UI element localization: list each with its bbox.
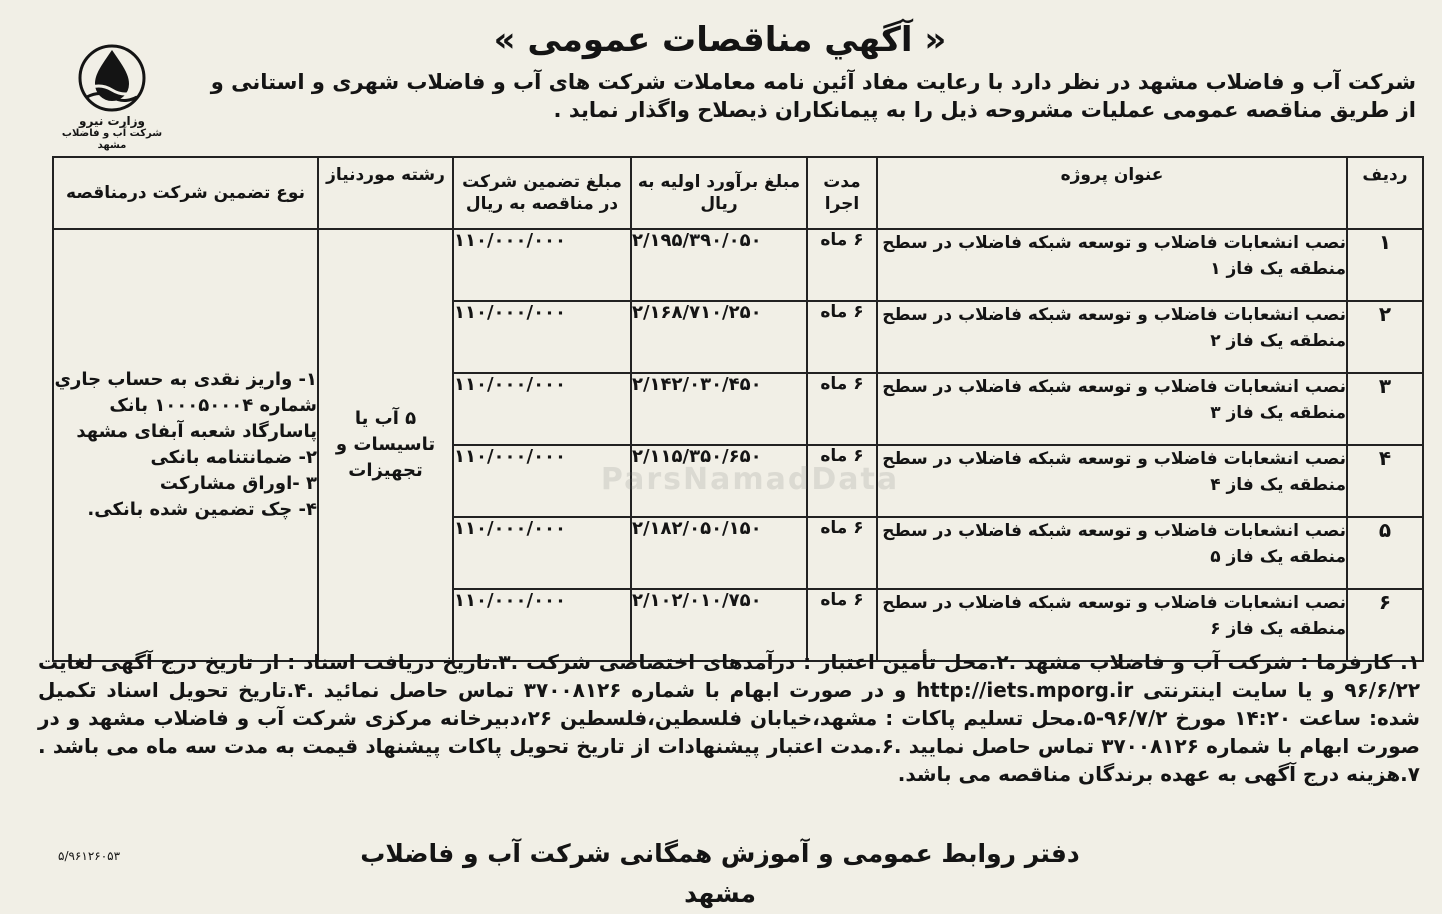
- project-duration: ۶ ماه: [807, 589, 877, 661]
- row-number: ۳: [1347, 373, 1423, 445]
- guarantee-type-item: ۴- چک تضمین شده بانکی.: [87, 499, 317, 520]
- company-logo: [52, 40, 172, 152]
- logo-ministry-text: وزارت نیرو: [79, 114, 145, 128]
- conditions-paragraph: [38, 648, 1420, 788]
- logo-company-text: شرکت آب و فاضلاب مشهد: [61, 128, 163, 151]
- guarantee-types: [53, 229, 318, 661]
- project-title: نصب انشعابات فاضلاب و توسعه شبکه فاضلاب در سطح منطقه یک فاز ۱: [877, 229, 1347, 301]
- project-estimate-value: ۲/۱۹۵/۳۹۰/۰۵۰: [632, 230, 762, 251]
- header-row-number: ردیف: [1347, 157, 1423, 229]
- table-header-row: [53, 157, 1423, 229]
- project-duration: ۶ ماه: [807, 301, 877, 373]
- project-guarantee: [453, 301, 631, 373]
- required-field: ۵ آب یا تاسیسات و تجهیزات: [318, 229, 453, 661]
- project-estimate: [631, 373, 807, 445]
- guarantee-type-item: ۲- ضمانتنامه بانکی: [150, 447, 317, 468]
- signature: دفتر روابط عمومی و آموزش همگانی شرکت آب و فاضلاب مشهد: [360, 839, 1080, 908]
- project-guarantee-value: ۱۱۰/۰۰۰/۰۰۰: [454, 590, 567, 611]
- intro-line-2: از طریق مناقصه عمومی عملیات مشروحه ذیل را به پیمانکاران ذیصلاح واگذار نماید .: [553, 98, 1416, 122]
- project-estimate-value: ۲/۱۱۵/۳۵۰/۶۵۰: [632, 446, 762, 467]
- intro-paragraph: [176, 68, 1416, 124]
- project-guarantee: [453, 373, 631, 445]
- table-row: [53, 229, 1423, 301]
- project-guarantee-value: ۱۱۰/۰۰۰/۰۰۰: [454, 302, 567, 323]
- row-number: ۴: [1347, 445, 1423, 517]
- project-duration: ۶ ماه: [807, 445, 877, 517]
- project-guarantee-value: ۱۱۰/۰۰۰/۰۰۰: [454, 230, 567, 251]
- project-estimate-value: ۲/۱۴۲/۰۳۰/۴۵۰: [632, 374, 762, 395]
- project-title: نصب انشعابات فاضلاب و توسعه شبکه فاضلاب در سطح منطقه یک فاز ۴: [877, 445, 1347, 517]
- header-guarantee-amount: مبلغ تضمین شرکت در مناقصه به ریال: [453, 157, 631, 229]
- project-guarantee-value: ۱۱۰/۰۰۰/۰۰۰: [454, 518, 567, 539]
- project-estimate-value: ۲/۱۰۲/۰۱۰/۷۵۰: [632, 590, 762, 611]
- project-estimate: [631, 517, 807, 589]
- header-duration: مدت اجرا: [807, 157, 877, 229]
- project-guarantee: [453, 229, 631, 301]
- guarantee-type-item: ۳ -اوراق مشارکت: [159, 473, 317, 494]
- project-estimate: [631, 229, 807, 301]
- project-estimate-value: ۲/۱۸۲/۰۵۰/۱۵۰: [632, 518, 762, 539]
- project-title: نصب انشعابات فاضلاب و توسعه شبکه فاضلاب در سطح منطقه یک فاز ۶: [877, 589, 1347, 661]
- conditions-part-1: ۱. کارفرما : شرکت آب و فاضلاب مشهد .۲.محل تأمین اعتبار : درآمدهای اختصاصی شرکت .۳.تاریخ دریافت اسناد : از تاریخ درج آگهی لغایت ۹۶/۶/۲۲ و یا سایت اینترنتی: [38, 650, 1421, 702]
- project-title: نصب انشعابات فاضلاب و توسعه شبکه فاضلاب در سطح منطقه یک فاز ۵: [877, 517, 1347, 589]
- water-drop-logo-icon: [69, 40, 155, 112]
- project-guarantee: [453, 517, 631, 589]
- project-duration: ۶ ماه: [807, 373, 877, 445]
- row-number: ۶: [1347, 589, 1423, 661]
- project-estimate-value: ۲/۱۶۸/۷۱۰/۲۵۰: [632, 302, 762, 323]
- row-number: ۲: [1347, 301, 1423, 373]
- conditions-part-2: و در صورت ابهام با شماره ۳۷۰۰۸۱۲۶ تماس حاصل نمائید .۴.تاریخ تحویل اسناد تکمیل شده: ساعت ۱۴:۲۰ مورخ ۹۶/۷/۲-۵.محل تسلیم پاکات : مشهد،خیابان فلسطین،فلسطین ۲۶،دبیرخانه مرکزی شرکت آب و فاضلاب مشهد و در صورت ابهام با شماره ۳۷۰۰۸۱۲۶ تماس حاصل نمایید .۶.مدت اعتبار پیشنهادات از تاریخ تحویل پاکات پیشنهاد قیمت به مدت سه ماه می باشد . ۷.هزینه درج آگهی به عهده برندگان مناقصه می باشد.: [38, 678, 1421, 786]
- project-duration: ۶ ماه: [807, 517, 877, 589]
- notice-title: « آگهي مناقصات عمومی »: [493, 20, 947, 60]
- project-guarantee-value: ۱۱۰/۰۰۰/۰۰۰: [454, 374, 567, 395]
- notice-code: ۵/۹۶۱۲۶۰۵۳: [58, 849, 121, 863]
- project-title: نصب انشعابات فاضلاب و توسعه شبکه فاضلاب در سطح منطقه یک فاز ۳: [877, 373, 1347, 445]
- watermark-text: ParsNamadData: [600, 462, 900, 497]
- row-number: ۱: [1347, 229, 1423, 301]
- project-guarantee-value: ۱۱۰/۰۰۰/۰۰۰: [454, 446, 567, 467]
- website-link[interactable]: http://iets.mporg.ir: [916, 678, 1134, 702]
- header-estimate: مبلغ برآورد اولیه به ریال: [631, 157, 807, 229]
- intro-line-1: شرکت آب و فاضلاب مشهد در نظر دارد با رعایت مفاد آئین نامه معاملات شرکت های آب و فاضلاب شهری و استانی و: [210, 70, 1416, 94]
- header-field: رشته موردنیاز: [318, 157, 453, 229]
- tender-table: [52, 156, 1424, 662]
- project-estimate: [631, 301, 807, 373]
- guarantee-type-item: ۱- واریز نقدی به حساب جاري شماره ۱۰۰۰۵۰۰۰۴ بانک پاسارگاد شعبه آبفای مشهد: [54, 369, 317, 442]
- project-title: نصب انشعابات فاضلاب و توسعه شبکه فاضلاب در سطح منطقه یک فاز ۲: [877, 301, 1347, 373]
- project-duration: ۶ ماه: [807, 229, 877, 301]
- row-number: ۵: [1347, 517, 1423, 589]
- header-guarantee-type: نوع تضمین شرکت درمناقصه: [53, 157, 318, 229]
- header-project-title: عنوان پروژه: [877, 157, 1347, 229]
